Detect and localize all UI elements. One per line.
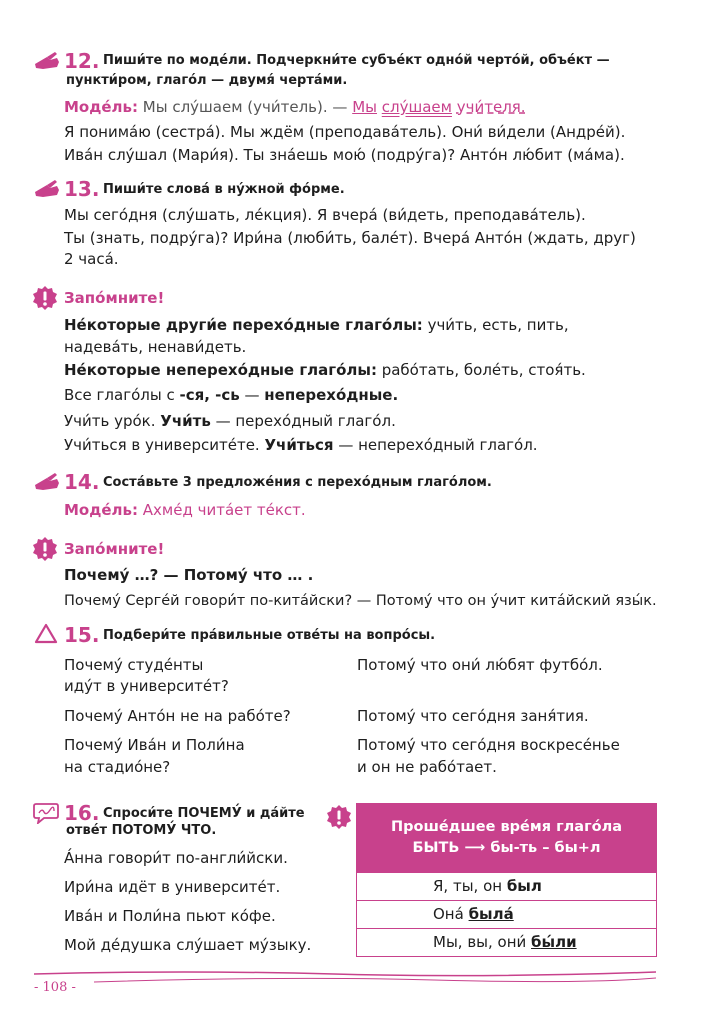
sentence: А́нна говори́т по-англи́йски. [64, 849, 288, 867]
footer-wave-divider [34, 968, 656, 988]
rule-line: надева́ть, ненави́деть. [64, 338, 247, 356]
exercise-line: Я понима́ю (сестра́). Мы ждём (преподава́тель). Они́ ви́дели (Андре́й). [64, 123, 626, 141]
answer: Потому́ что сего́дня воскресе́нье [357, 736, 620, 754]
writing-hand-icon [33, 51, 61, 71]
page-number: - 108 - [34, 980, 76, 995]
exercise-line: 2 часа́. [64, 250, 119, 268]
model-verb: слу́шаем [381, 98, 452, 116]
table-header [357, 804, 656, 872]
question: Почему́ Ива́н и Поли́на [64, 736, 245, 754]
table-row: Мы, вы, они́ бы́ли [357, 928, 656, 956]
question: Почему́ Анто́н не на рабо́те? [64, 707, 291, 725]
model-line: Моде́ль: Ахме́д чита́ет те́кст. [64, 501, 306, 519]
rule-line: Почему́ …? — Потому́ что … . [64, 566, 314, 584]
model-label: Моде́ль: [64, 98, 138, 116]
past-tense-table [356, 803, 657, 957]
sentence: Ива́н и Поли́на пьют ко́фе. [64, 907, 276, 925]
exercise-title: Соста́вьте 3 предложе́ния с перехо́дным глаго́лом. [103, 475, 492, 490]
question: на стадио́не? [64, 758, 171, 776]
table-header-line: БЫТЬ ⟶ бы-ть – бы+л [412, 840, 601, 856]
rule-line: Все глаго́лы с -ся, -сь — неперехо́дные. [64, 386, 399, 404]
answer: Потому́ что сего́дня заня́тия. [357, 707, 589, 725]
model-text: Мы слу́шаем (учи́тель). — [142, 98, 348, 116]
exercise-title: Подбери́те пра́вильные отве́ты на вопро́сы. [103, 628, 436, 643]
model-object: учи́теля. [456, 98, 526, 116]
question: иду́т в университе́т? [64, 677, 229, 695]
exercise-line: Ива́н слу́шал (Мари́я). Ты зна́ешь мою́ (подру́га)? Анто́н лю́бит (ма́ма). [64, 146, 625, 164]
rule-line: Учи́ть уро́к. Учи́ть — перехо́дный глаго́л. [64, 412, 396, 430]
rule-line: Не́которые неперехо́дные глаго́лы: рабо́тать, боле́ть, стоя́ть. [64, 361, 586, 379]
table-row: Я, ты, он был [357, 872, 656, 900]
model-line [64, 96, 526, 118]
question: Почему́ студе́нты [64, 656, 204, 674]
remember-title: Запо́мните! [64, 540, 165, 558]
rule-example: Почему́ Серге́й говори́т по-кита́йски? — Потому́ что он у́чит кита́йский язы́к. [64, 593, 657, 609]
speech-bubble-icon [33, 802, 59, 824]
exercise-number: 15. [64, 623, 100, 647]
exclamation-badge-icon [32, 285, 58, 311]
exercise-line: Ты (знать, подру́га)? Ири́на (люби́ть, бале́т). Вчера́ Анто́н (ждать, друг) [64, 229, 636, 247]
exercise-title: Спроси́те ПОЧЕМУ́ и да́йте [103, 806, 305, 821]
exclamation-badge-icon [32, 536, 58, 562]
rule-line: Не́которые други́е перехо́дные глаго́лы: учи́ть, есть, пить, [64, 316, 569, 334]
triangle-icon [34, 623, 58, 644]
exercise-number: 14. [64, 470, 100, 494]
sentence: Ири́на идёт в университе́т. [64, 878, 281, 896]
exercise-number: 13. [64, 177, 100, 201]
exercise-title: Пиши́те слова́ в ну́жной фо́рме. [103, 182, 345, 197]
exercise-number: 12. [64, 49, 100, 73]
exclamation-badge-icon [326, 804, 352, 830]
sentence: Мой де́душка слу́шает му́зыку. [64, 936, 312, 954]
exercise-title-cont: пункти́ром, глаго́л — двумя́ черта́ми. [66, 73, 348, 88]
writing-hand-icon [33, 472, 61, 492]
exercise-title: Пиши́те по моде́ли. Подчеркни́те субъе́кт одно́й черто́й, объе́кт — [103, 53, 610, 68]
answer: и он не рабо́тает. [357, 758, 497, 776]
rule-line: Учи́ться в университе́те. Учи́ться — неперехо́дный глаго́л. [64, 436, 538, 454]
exercise-number: 16. [64, 801, 100, 825]
model-subject: Мы [352, 98, 377, 116]
writing-hand-icon [33, 179, 61, 199]
answer: Потому́ что они́ лю́бят футбо́л. [357, 656, 603, 674]
remember-title: Запо́мните! [64, 289, 165, 307]
table-header-line: Проше́дшее вре́мя глаго́ла [390, 819, 623, 835]
table-row: Она́ была́ [357, 900, 656, 928]
exercise-line: Мы сего́дня (слу́шать, ле́кция). Я вчера́ (ви́деть, преподава́тель). [64, 206, 586, 224]
exercise-title-cont: отве́т ПОТОМУ́ ЧТО. [66, 823, 217, 838]
